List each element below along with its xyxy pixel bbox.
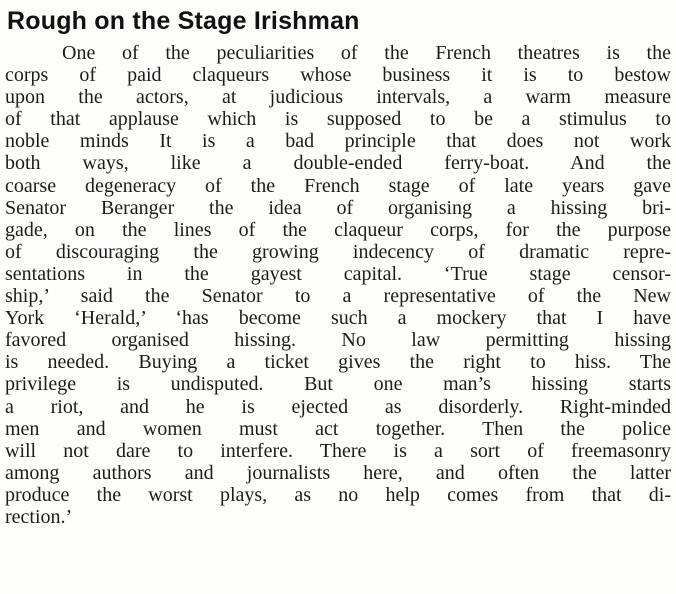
article-line: One of the peculiarities of the French theatres is the xyxy=(62,42,671,64)
article-line: rection.’ xyxy=(5,505,73,528)
article-line: gade, on the lines of the claqueur corps, for the purpose xyxy=(5,218,671,241)
article-line: of discouraging the growing indecency of dramatic repre- xyxy=(5,240,671,263)
article-line: corps of paid claqueurs whose business it is to bestow xyxy=(5,64,671,87)
article-line: men and women must act together. Then the police xyxy=(5,417,671,440)
article-line: both ways, like a double-ended ferry-boat. And the xyxy=(5,152,671,175)
article-line: will not dare to interfere. There is a sort of freemasonry xyxy=(5,439,671,462)
article-line: Senator Beranger the idea of organising a hissing bri- xyxy=(5,196,671,219)
article-line: produce the worst plays, as no help comes from that di- xyxy=(5,483,671,506)
article-line: among authors and journalists here, and often the latter xyxy=(5,461,671,484)
article-line: favored organised hissing. No law permitting hissing xyxy=(5,329,671,352)
article-line: privilege is undisputed. But one man’s hissing starts xyxy=(5,373,671,396)
article-line: noble minds It is a bad principle that does not work xyxy=(5,130,671,153)
article-line: of that applause which is supposed to be a stimulus to xyxy=(5,108,671,131)
article-line: is needed. Buying a ticket gives the right to hiss. The xyxy=(5,351,671,374)
article-body xyxy=(5,42,671,528)
article-line: ship,’ said the Senator to a representative of the New xyxy=(5,285,671,308)
article-line: a riot, and he is ejected as disorderly. Right-minded xyxy=(5,395,671,418)
article-line: sentations in the gayest capital. ‘True stage censor- xyxy=(5,262,671,285)
article-line: coarse degeneracy of the French stage of late years gave xyxy=(5,174,671,197)
article-line: upon the actors, at judicious intervals, a warm measure xyxy=(5,86,671,109)
article-headline: Rough on the Stage Irishman xyxy=(7,7,360,35)
article-line: York ‘Herald,’ ‘has become such a mockery that I have xyxy=(5,307,671,330)
